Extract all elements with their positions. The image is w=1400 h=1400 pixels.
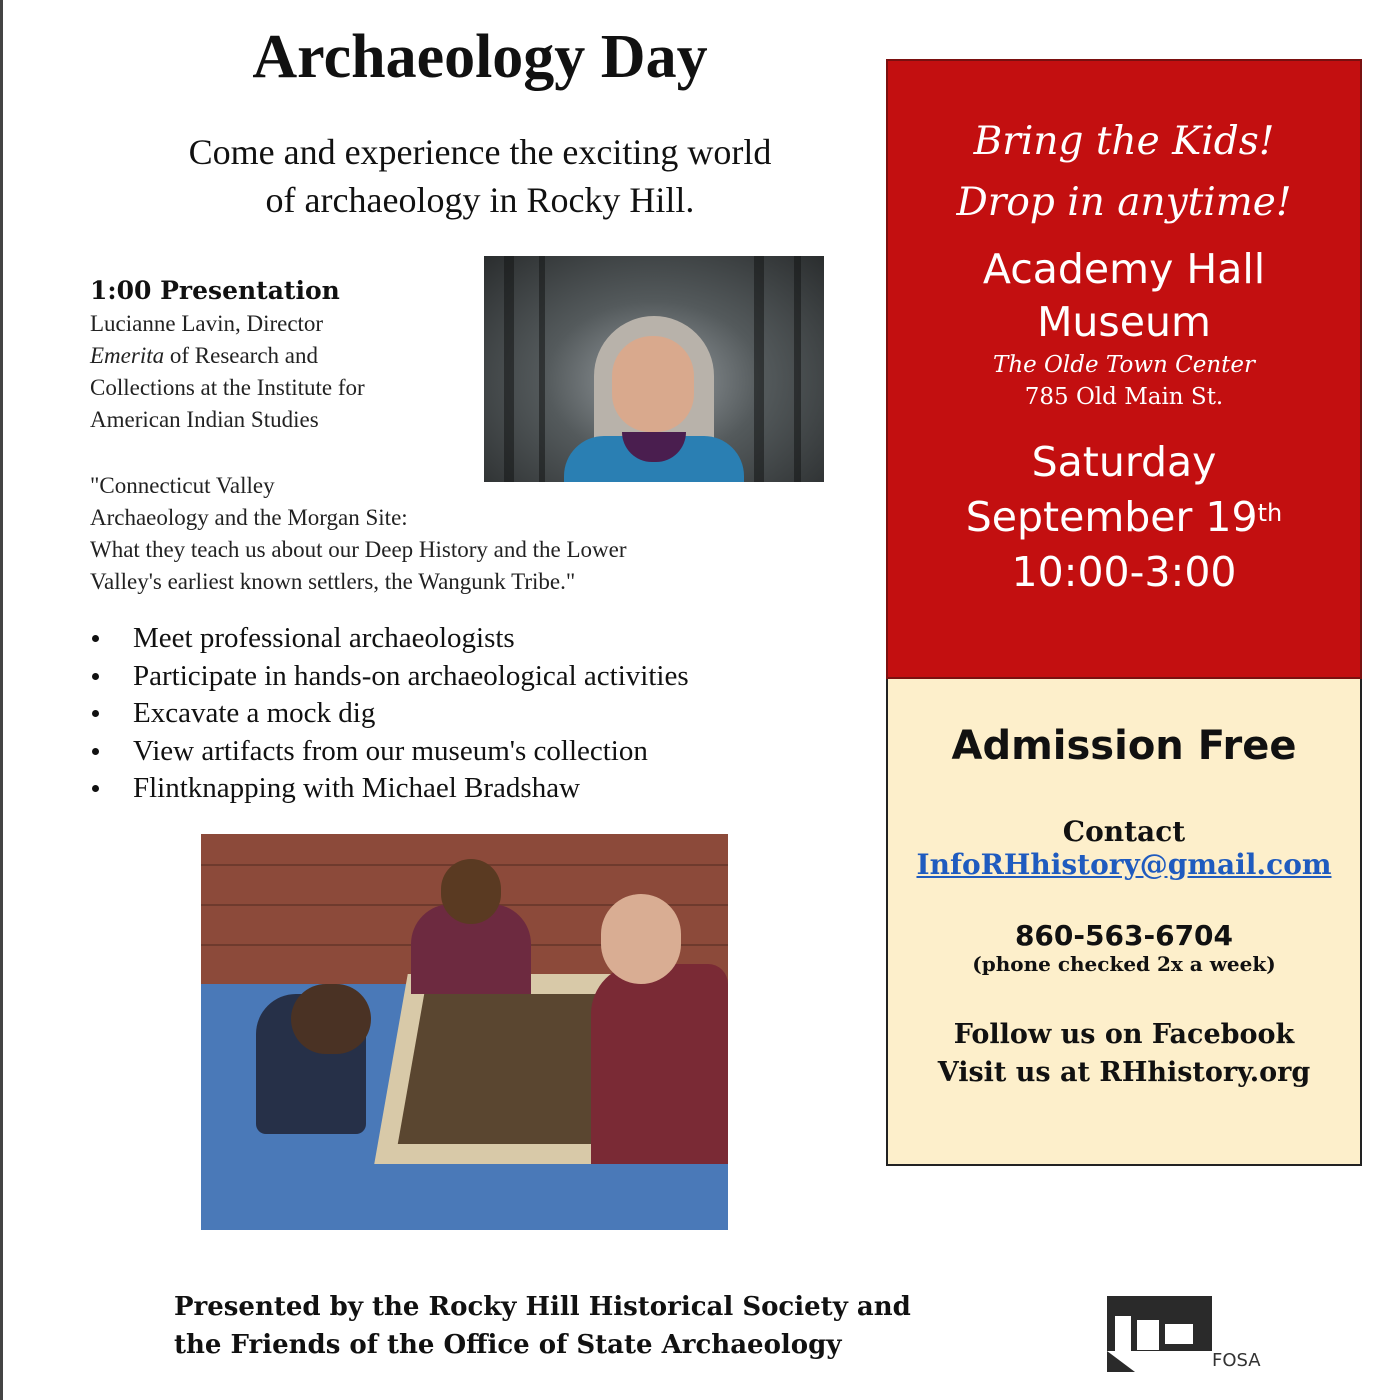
portrait-face bbox=[612, 336, 694, 432]
website-line: Visit us at RHhistory.org bbox=[937, 1057, 1311, 1088]
presentation-info bbox=[90, 274, 480, 436]
phone-note: (phone checked 2x a week) bbox=[972, 952, 1276, 976]
list-item bbox=[90, 620, 850, 658]
activity-text: Participate in hands-on archaeological activities bbox=[133, 659, 689, 692]
mock-dig-photo bbox=[201, 834, 728, 1230]
logo-window bbox=[1165, 1324, 1193, 1344]
speaker-line-2-rest: of Research and bbox=[164, 343, 319, 368]
event-day: Saturday bbox=[1031, 438, 1217, 486]
talk-line-4: Valley's earliest known settlers, the Wangunk Tribe." bbox=[90, 569, 576, 594]
person-man bbox=[591, 964, 728, 1164]
venue-address: 785 Old Main St. bbox=[1024, 384, 1224, 410]
info-box bbox=[886, 679, 1362, 1166]
venue-name-line-1: Academy Hall bbox=[982, 245, 1266, 293]
event-date-text: September 19 bbox=[965, 493, 1258, 541]
list-item bbox=[90, 695, 850, 733]
talk-title bbox=[90, 470, 830, 598]
activity-text: View artifacts from our museum's collection bbox=[133, 734, 648, 767]
kids-line-1: Bring the Kids! bbox=[973, 119, 1275, 164]
speaker-line-2 bbox=[90, 340, 480, 372]
list-item bbox=[90, 770, 850, 808]
speaker-line-1: Lucianne Lavin, Director bbox=[90, 311, 324, 336]
talk-line-1: "Connecticut Valley bbox=[90, 473, 275, 498]
person-man-head bbox=[601, 894, 681, 984]
contact-label: Contact bbox=[1062, 815, 1186, 848]
intro-line-2: of archaeology in Rocky Hill. bbox=[265, 180, 695, 220]
activity-text: Meet professional archaeologists bbox=[133, 622, 515, 654]
logo-window bbox=[1115, 1316, 1131, 1358]
speaker-portrait bbox=[484, 256, 824, 482]
contact-email-link[interactable]: InfoRHhistory@gmail.com bbox=[916, 848, 1332, 881]
talk-line-2: Archaeology and the Morgan Site: bbox=[90, 505, 408, 530]
intro-text bbox=[90, 128, 870, 224]
event-date-suffix: th bbox=[1257, 499, 1283, 527]
admission-text: Admission Free bbox=[951, 723, 1297, 769]
list-item bbox=[90, 658, 850, 696]
tree-shape bbox=[504, 256, 514, 482]
facebook-line: Follow us on Facebook bbox=[953, 1019, 1295, 1050]
contact-phone: 860-563-6704 bbox=[1014, 919, 1234, 952]
speaker-line-4: American Indian Studies bbox=[90, 407, 319, 432]
speaker-line-3: Collections at the Institute for bbox=[90, 375, 365, 400]
flyer-title: Archaeology Day bbox=[252, 23, 708, 91]
presented-by bbox=[174, 1288, 1074, 1364]
page-border bbox=[0, 0, 3, 1400]
kids-line-2: Drop in anytime! bbox=[956, 180, 1292, 225]
intro-line-1: Come and experience the exciting world bbox=[188, 132, 772, 172]
talk-line-3: What they teach us about our Deep History and the Lower bbox=[90, 537, 627, 562]
person-woman-head bbox=[441, 859, 501, 924]
venue-name-line-2: Museum bbox=[1037, 298, 1211, 346]
event-details-box bbox=[886, 59, 1362, 679]
tree-shape bbox=[539, 256, 545, 482]
bullet-icon bbox=[92, 748, 99, 755]
event-date bbox=[888, 490, 1360, 545]
presented-line-2: the Friends of the Office of State Archaeology bbox=[174, 1330, 842, 1360]
event-hours: 10:00-3:00 bbox=[1011, 548, 1237, 596]
bullet-icon bbox=[92, 710, 99, 717]
venue-subtitle: The Olde Town Center bbox=[992, 352, 1256, 378]
tree-shape bbox=[794, 256, 801, 482]
emerita-text: Emerita bbox=[90, 343, 165, 368]
activity-text: Excavate a mock dig bbox=[133, 697, 376, 729]
fosa-logo-text: FOSA bbox=[1212, 1350, 1261, 1371]
list-item bbox=[90, 733, 850, 771]
activity-text: Flintknapping with Michael Bradshaw bbox=[133, 772, 581, 804]
presented-line-1: Presented by the Rocky Hill Historical Society and bbox=[174, 1292, 911, 1322]
bullet-icon bbox=[92, 635, 99, 642]
bullet-icon bbox=[92, 785, 99, 792]
person-child-head bbox=[291, 984, 371, 1054]
tree-shape bbox=[754, 256, 764, 482]
activities-list bbox=[90, 620, 850, 808]
bullet-icon bbox=[92, 673, 99, 680]
logo-window bbox=[1137, 1320, 1159, 1350]
presentation-heading: 1:00 Presentation bbox=[90, 276, 340, 305]
